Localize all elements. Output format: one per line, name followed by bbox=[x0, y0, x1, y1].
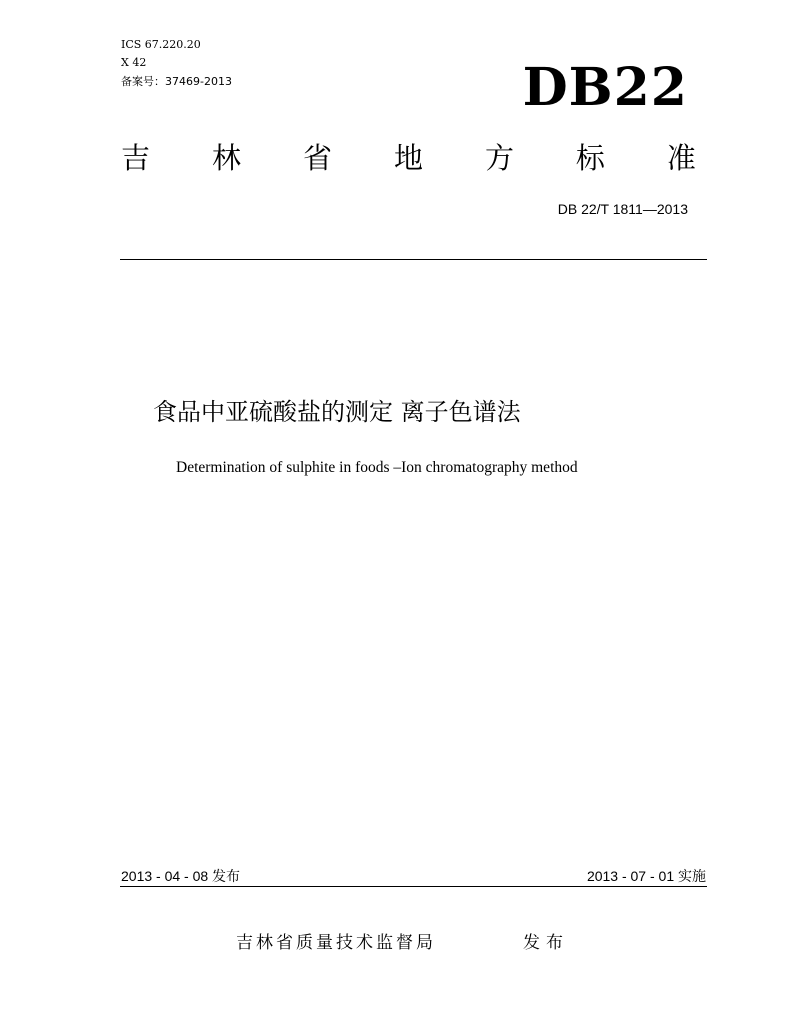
standard-title-char: 标 bbox=[575, 141, 605, 175]
standard-title-char: 地 bbox=[393, 141, 423, 175]
implementation-date: 2013 - 07 - 01 实施 bbox=[586, 868, 706, 884]
document-title-chinese: 食品中亚硫酸盐的测定 离子色谱法 bbox=[153, 398, 521, 426]
standard-title-char: 省 bbox=[302, 141, 332, 175]
top-divider bbox=[120, 259, 707, 260]
db-standard-mark: DB22 bbox=[522, 57, 688, 118]
issue-date: 2013 - 04 - 08 发布 bbox=[121, 868, 241, 884]
issue-label: 发布 bbox=[523, 933, 569, 953]
standard-title-char: 林 bbox=[211, 141, 241, 175]
standard-title-char: 吉 bbox=[121, 141, 151, 175]
ics-code: ICS 67.220.20 bbox=[121, 38, 201, 51]
bottom-divider bbox=[120, 886, 707, 887]
standard-number: DB 22/T 1811—2013 bbox=[557, 201, 688, 217]
record-number: 备案号：37469-2013 bbox=[121, 75, 232, 88]
standard-type-title bbox=[121, 138, 696, 178]
document-title-english: Determination of sulphite in foods –Ion chromatography method bbox=[176, 459, 578, 476]
standard-title-char: 准 bbox=[666, 141, 696, 175]
issuing-authority: 吉林省质量技术监督局 bbox=[236, 933, 436, 953]
classification-code: X 42 bbox=[121, 56, 147, 69]
standard-title-char: 方 bbox=[484, 141, 514, 175]
